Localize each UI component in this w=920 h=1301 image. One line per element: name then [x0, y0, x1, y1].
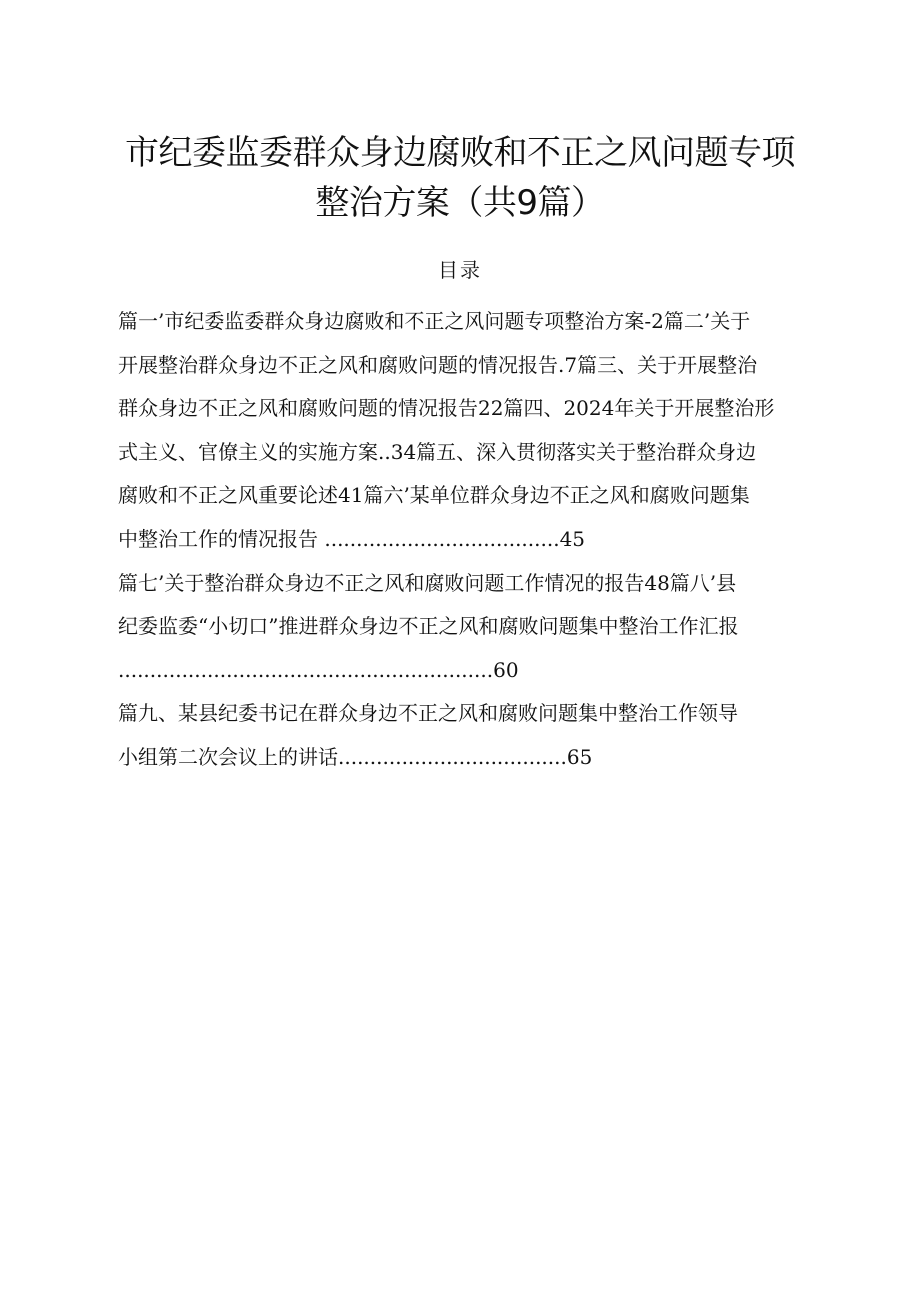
toc-line: 篇一’市纪委监委群众身边腐败和不正之风问题专项整治方案-2篇二’关于: [118, 309, 751, 333]
toc-line: 纪委监委“小切口”推进群众身边不正之风和腐败问题集中整治工作汇报: [118, 614, 739, 639]
document-title-line-2: 整治方案（共9篇）: [315, 183, 605, 223]
toc-line: 腐败和不正之风重要论述41篇六’某单位群众身边不正之风和腐败问题集: [118, 483, 750, 508]
toc-line: 篇七’关于整治群众身边不正之风和腐败问题工作情况的报告48篇八’县: [118, 570, 737, 595]
document-title-line-1: 市纪委监委群众身边腐败和不正之风问题专项: [125, 133, 795, 173]
toc-line: 开展整治群众身边不正之风和腐败问题的情况报告.7篇三、关于开展整治: [118, 352, 758, 377]
toc-line: 式主义、官僚主义的实施方案..34篇五、深入贯彻落实关于整治群众身边: [118, 439, 757, 464]
toc-line: 篇九、某县纪委书记在群众身边不正之风和腐败问题集中整治工作领导: [118, 701, 738, 726]
toc-line: 中整治工作的情况报告 .....................................45: [118, 526, 586, 551]
toc-line: 小组第二次会议上的讲话....................................65: [118, 744, 593, 769]
toc-line: 群众身边不正之风和腐败问题的情况报告22篇四、2024年关于开展整治形: [118, 396, 775, 421]
table-of-contents: [118, 300, 852, 780]
toc-heading: 目录: [438, 258, 482, 282]
toc-line: ...........................................................60: [118, 657, 519, 682]
